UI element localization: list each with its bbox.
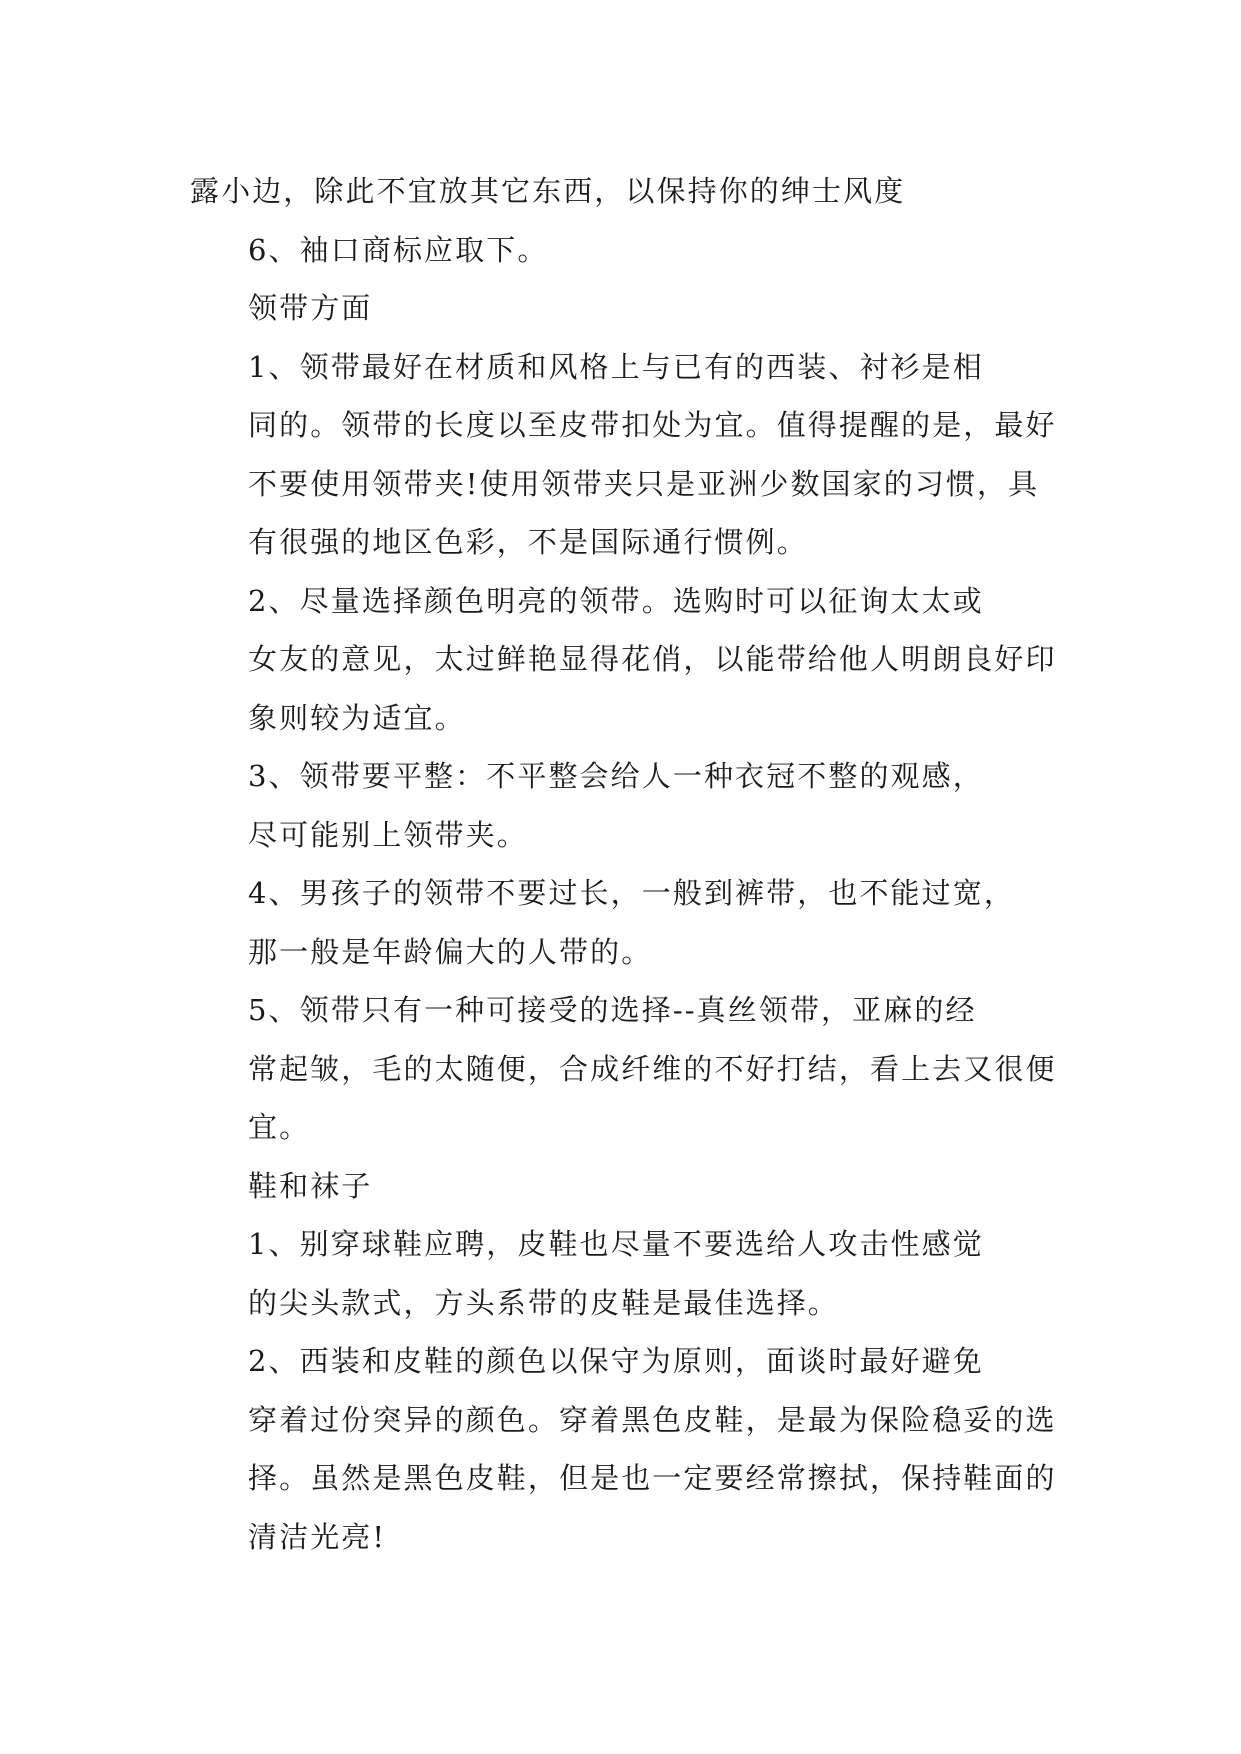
list-item-tie-1 (190, 338, 1057, 572)
text-line: 尽可能别上领带夹。 (248, 817, 528, 852)
text-line: 女友的意见，太过鲜艳显得花俏，以能带给他人明朗良好印 (248, 642, 1057, 676)
text-line: 3、领带要平整：不平整会给人一种衣冠不整的观感， (248, 759, 984, 793)
paragraph-continuation (190, 162, 1050, 221)
text-line: 5、领带只有一种可接受的选择--真丝领带，亚麻的经 (248, 993, 977, 1027)
text-line: 1、别穿球鞋应聘，皮鞋也尽量不要选给人攻击性感觉 (248, 1227, 984, 1261)
text-line: 领带方面 (248, 291, 373, 325)
text-line: 象则较为适宜。 (248, 700, 466, 735)
text-line: 的尖头款式，方头系带的皮鞋是最佳选择。 (248, 1285, 839, 1320)
text-line: 2、西装和皮鞋的颜色以保守为原则，面谈时最好避免 (248, 1344, 984, 1378)
list-item-shoes-1 (190, 1215, 1050, 1332)
text-line: 择。虽然是黑色皮鞋，但是也一定要经常擦拭，保持鞋面的 (248, 1461, 1057, 1495)
text-line: 2、尽量选择颜色明亮的领带。选购时可以征询太太或 (248, 583, 984, 618)
list-item-tie-4 (190, 864, 1050, 981)
text-line: 清洁光亮! (248, 1519, 387, 1554)
list-item-tie-5 (190, 981, 1057, 1157)
text-line: 露小边，除此不宜放其它东西，以保持你的绅士风度 (190, 174, 906, 208)
list-item-tie-2 (190, 572, 1057, 748)
section-heading-shoes (190, 1157, 1050, 1216)
text-line: 6、袖口商标应取下。 (248, 232, 549, 267)
document-body (190, 162, 1057, 1566)
list-item-cuff-label (190, 221, 1050, 280)
text-line: 那一般是年龄偏大的人带的。 (248, 934, 653, 969)
text-line: 有很强的地区色彩，不是国际通行惯例。 (248, 525, 808, 559)
section-heading-tie (190, 279, 1050, 338)
text-line: 鞋和袜子 (248, 1168, 373, 1203)
text-line: 宜。 (248, 1110, 311, 1144)
text-line: 同的。领带的长度以至皮带扣处为宜。值得提醒的是，最好 (248, 408, 1057, 442)
text-line: 1、领带最好在材质和风格上与已有的西装、衬衫是相 (248, 349, 984, 384)
list-item-tie-3 (190, 747, 1050, 864)
list-item-shoes-2 (190, 1332, 1057, 1566)
text-line: 4、男孩子的领带不要过长，一般到裤带，也不能过宽， (248, 876, 1015, 910)
text-line: 不要使用领带夹!使用领带夹只是亚洲少数国家的习惯，具 (248, 466, 1040, 501)
text-line: 穿着过份突异的颜色。穿着黑色皮鞋，是最为保险稳妥的选 (248, 1402, 1057, 1437)
text-line: 常起皱，毛的太随便，合成纤维的不好打结，看上去又很便 (248, 1051, 1057, 1086)
